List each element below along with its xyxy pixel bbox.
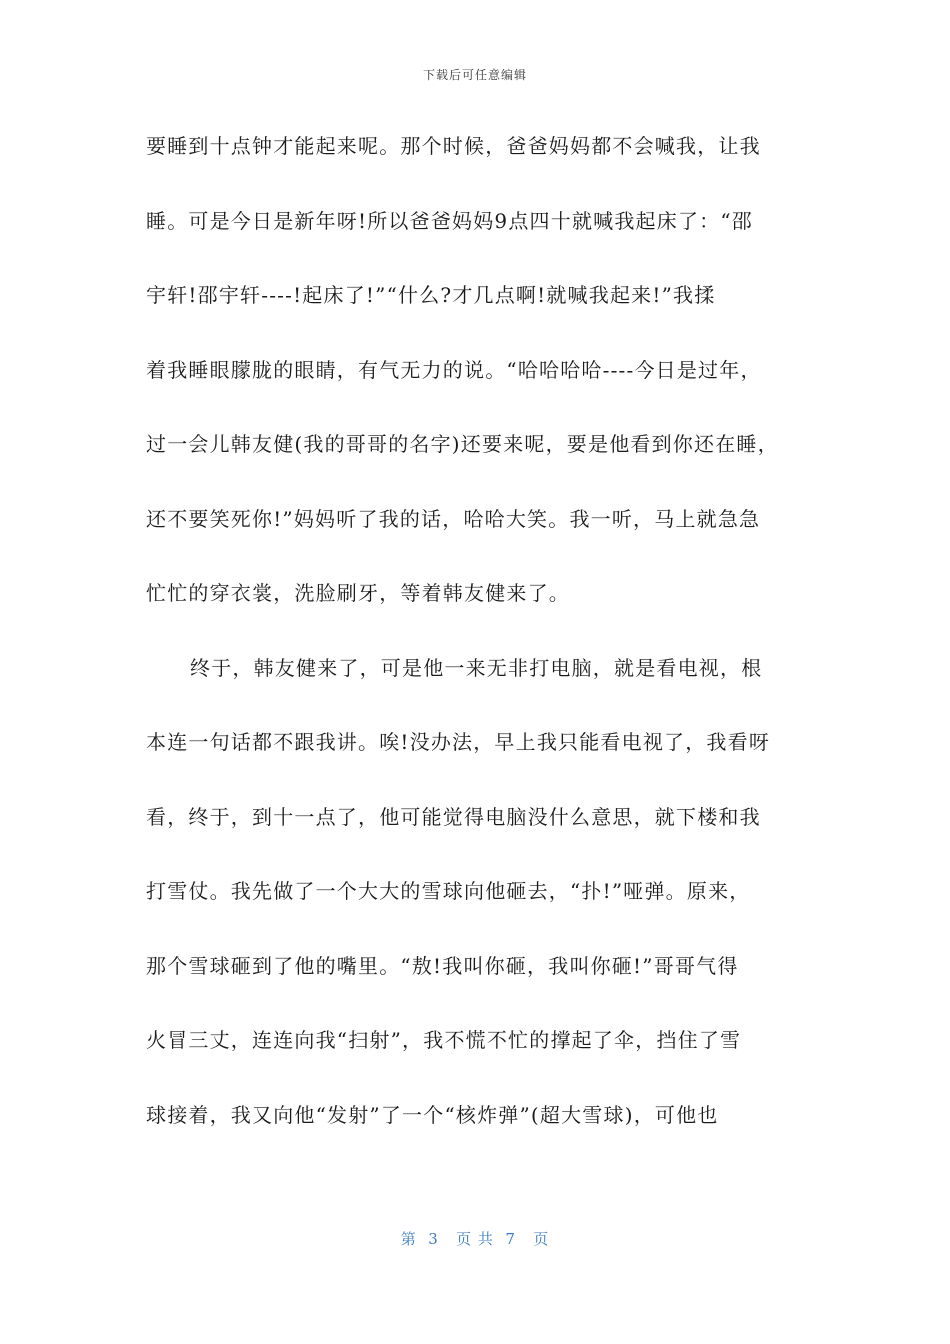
text-line-6: 还不要笑死你!”妈妈听了我的话，哈哈大笑。我一听，马上就急急 bbox=[146, 506, 761, 531]
text-line-14: 球接着，我又向他“发射”了一个“核炸弹”(超大雪球)，可他也 bbox=[146, 1102, 719, 1127]
text-line-10: 看，终于，到十一点了，他可能觉得电脑没什么意思，就下楼和我 bbox=[146, 804, 761, 829]
document-body bbox=[146, 126, 806, 1169]
text-line-9: 本连一句话都不跟我讲。唉!没办法，早上我只能看电视了，我看呀 bbox=[146, 730, 771, 754]
text-line-5: 过一会儿韩友健(我的哥哥的名字)还要来呢，要是他看到你还在睡， bbox=[146, 432, 779, 456]
text-line-7: 忙忙的穿衣裳，洗脸刷牙，等着韩友健来了。 bbox=[146, 581, 570, 605]
text-line-13: 火冒三丈，连连向我“扫射”，我不慌不忙的撑起了伞，挡住了雪 bbox=[146, 1028, 742, 1052]
text-line-3: 宇轩!邵宇轩----!起床了!”“什么?才几点啊!就喊我起来!”我揉 bbox=[146, 283, 716, 307]
text-line-8-paragraph-start: 终于，韩友健来了，可是他一来无非打电脑，就是看电视，根 bbox=[190, 655, 763, 680]
text-line-11: 打雪仗。我先做了一个大大的雪球向他砸去，“扑!”哑弹。原来， bbox=[146, 879, 751, 903]
text-line-4: 着我睡眼朦胧的眼睛，有气无力的说。“哈哈哈哈----今日是过年， bbox=[146, 357, 762, 382]
page-header: 下载后可任意编辑 bbox=[422, 68, 527, 82]
text-line-2: 睡。可是今日是新年呀!所以爸爸妈妈9点四十就喊我起床了：“邵 bbox=[146, 208, 753, 233]
text-line-12: 那个雪球砸到了他的嘴里。“敖!我叫你砸，我叫你砸!”哥哥气得 bbox=[146, 953, 739, 978]
page-footer: 第 3 页 共 7 页 bbox=[400, 1230, 550, 1248]
text-line-1: 要睡到十点钟才能起来呢。那个时候，爸爸妈妈都不会喊我，让我 bbox=[146, 134, 761, 158]
